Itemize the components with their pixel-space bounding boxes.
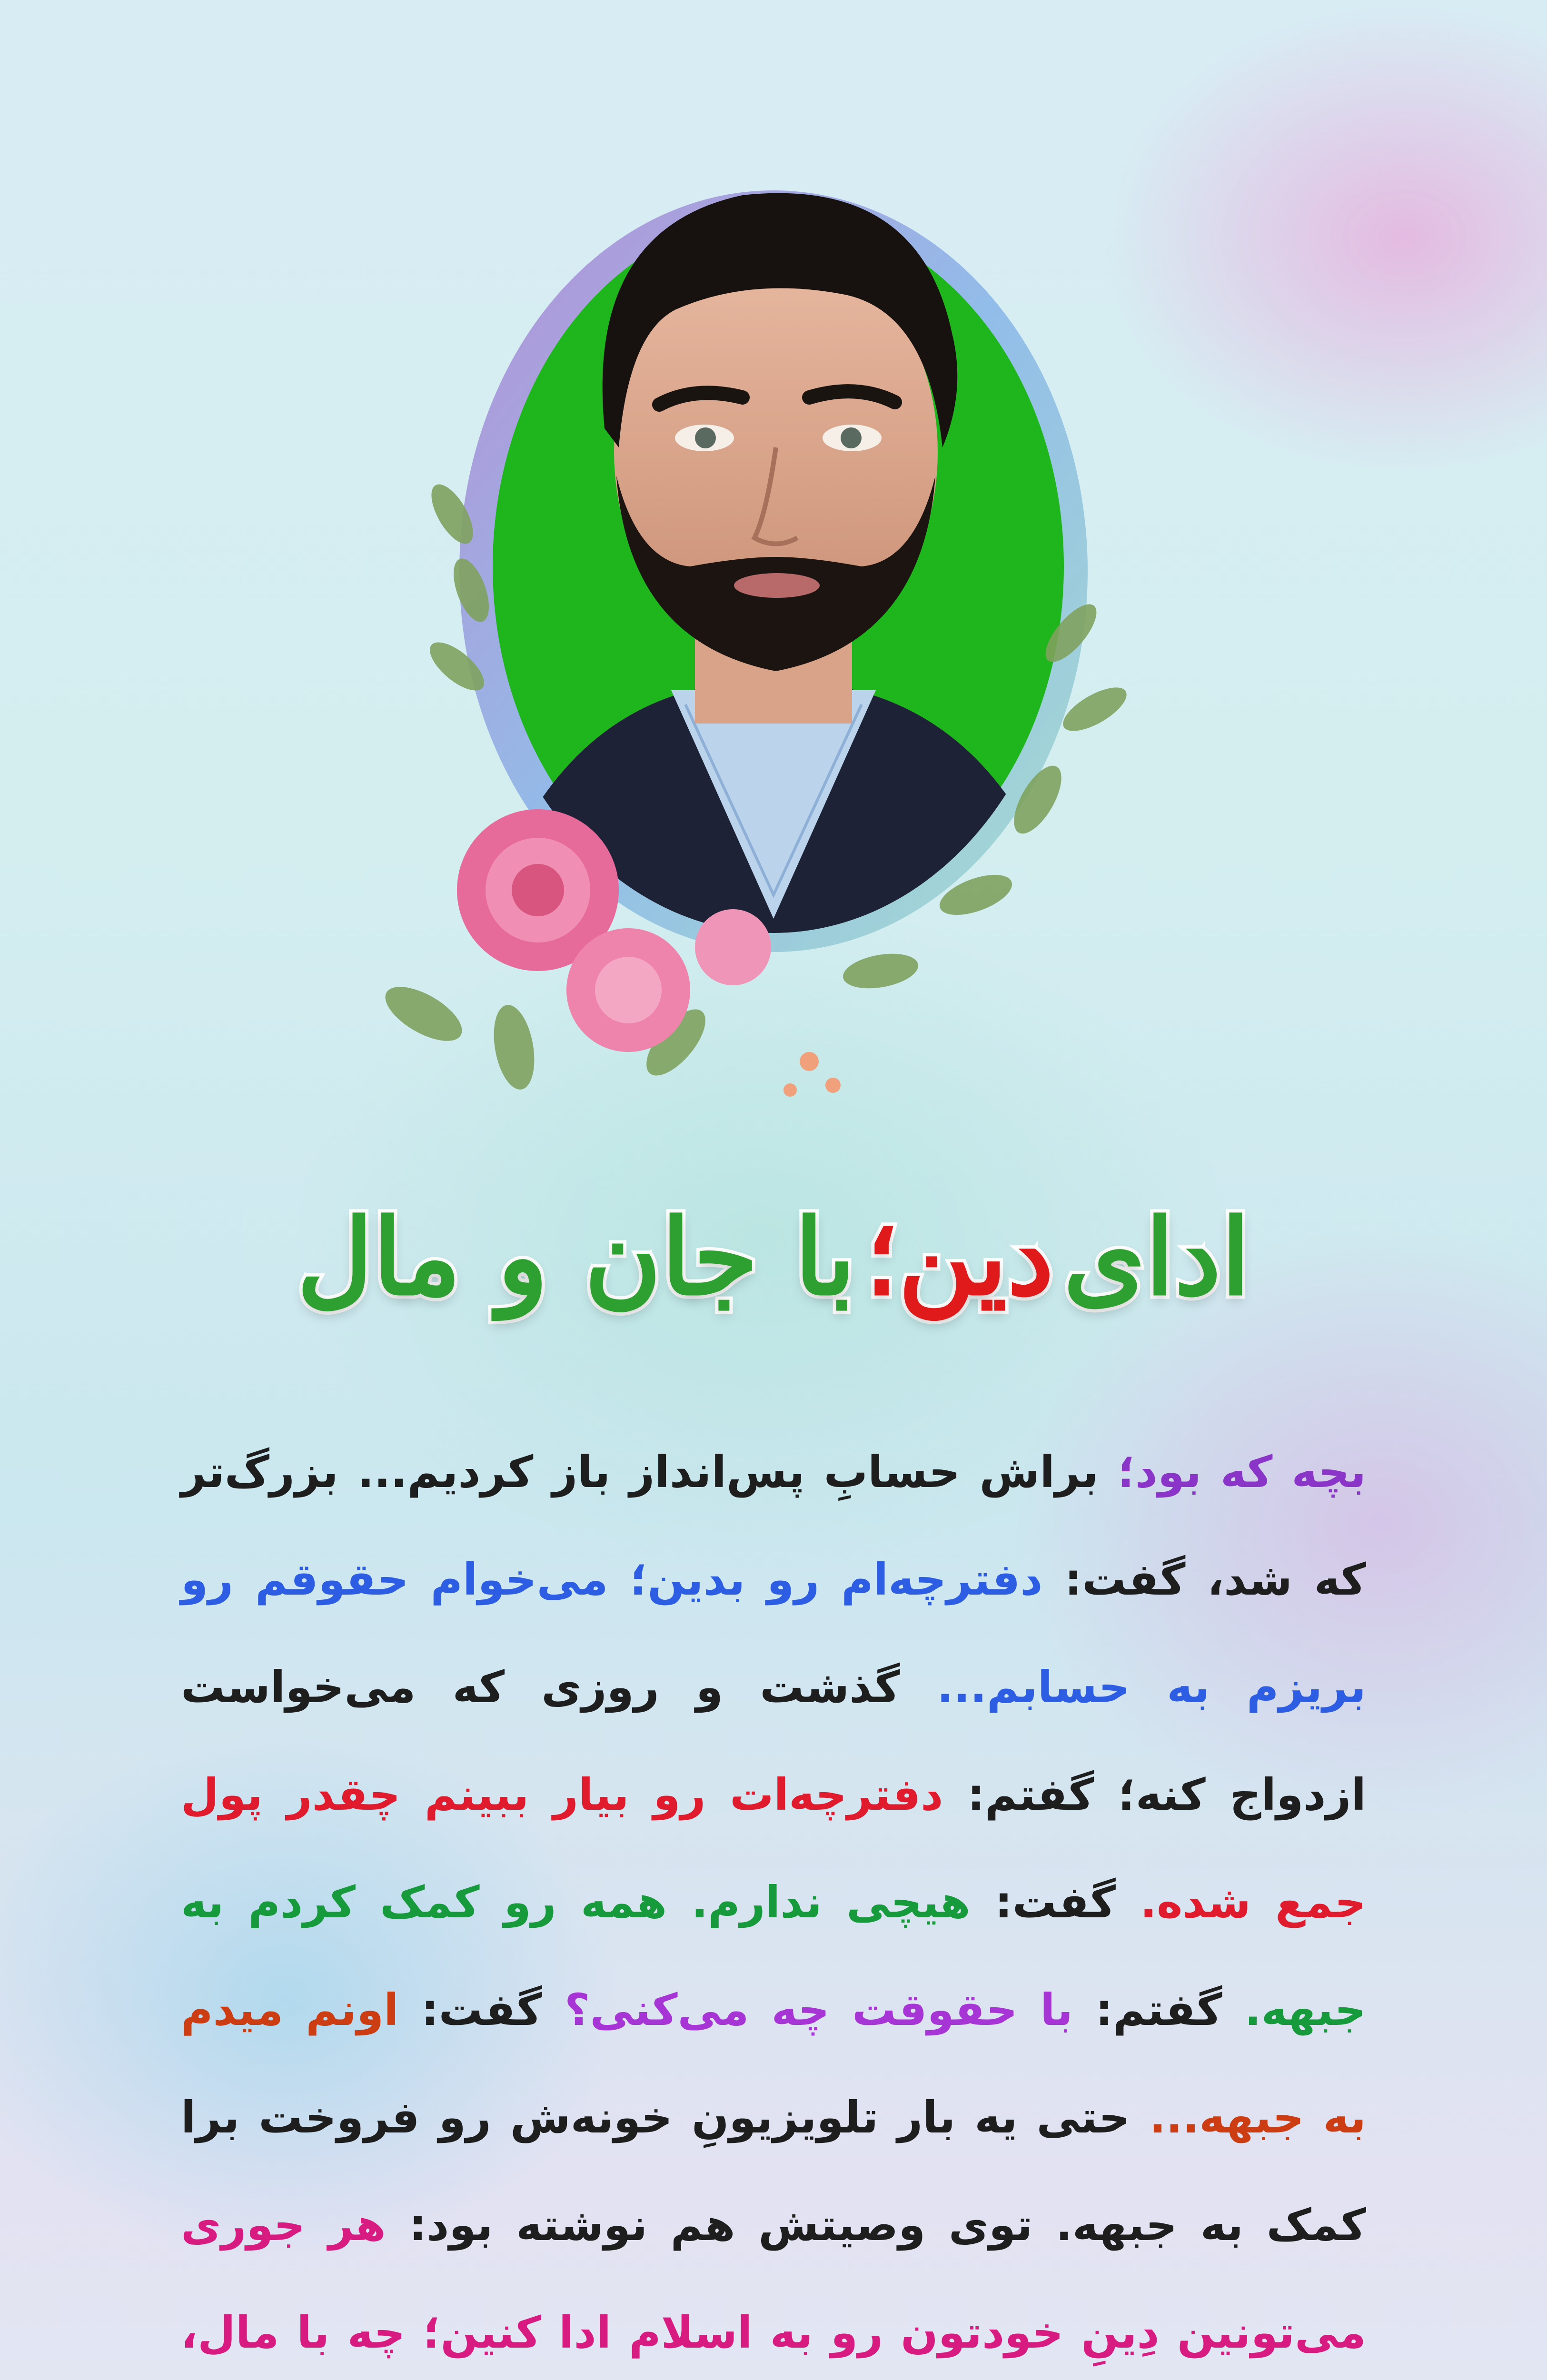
title-part-3: با جان و مال (297, 1195, 856, 1319)
title-part-2: دین؛ (865, 1195, 1054, 1319)
story-segment: با حقوقت چه می‌کنی؟ (564, 1984, 1073, 2035)
poster-title (0, 1157, 1547, 1357)
story-segment: گذشت و روزی که می‌خواست ازدواج کنه؛ گفتم: (181, 1662, 1366, 1820)
story-segment: حتی یه بار تلویزیونِ خونه‌ش رو فروخت برا کمک به جبهه. توی وصیتش هم نوشته بود: (181, 2092, 1366, 2251)
story-segment: اونم میدم به جبهه... (181, 1984, 1366, 2143)
story-segment: دفترچه‌ات رو بیار ببینم چقدر پول جمع شده. (181, 1769, 1367, 1928)
story-segment: گفت: (398, 1984, 565, 2035)
story-segment: هیچی ندارم. همه رو کمک کردم به جبهه. (181, 1877, 1366, 2035)
story-segment: بچه که بود؛ (1117, 1447, 1366, 1497)
story-text (181, 1418, 1366, 2380)
portrait-frame (381, 86, 1166, 1133)
story-segment: براش حسابِ پس‌انداز باز کردیم... بزرگ‌تر که شد، گفت: (181, 1447, 1366, 1605)
portrait-illustration (381, 86, 1166, 1133)
story-segment: دفترچه‌ام رو بدین؛ می‌خوام حقوقم رو بریزم به حسابم... (181, 1554, 1366, 1713)
story-segment: گفت: (970, 1877, 1140, 1928)
title-part-1: ادای (1063, 1195, 1250, 1319)
story-segment: گفتم: (1073, 1984, 1245, 2035)
story-segment: هر جوری می‌تونین دِینِ خودتون رو به اسلام ادا کنین؛ چه با مال، (181, 2200, 1366, 2358)
